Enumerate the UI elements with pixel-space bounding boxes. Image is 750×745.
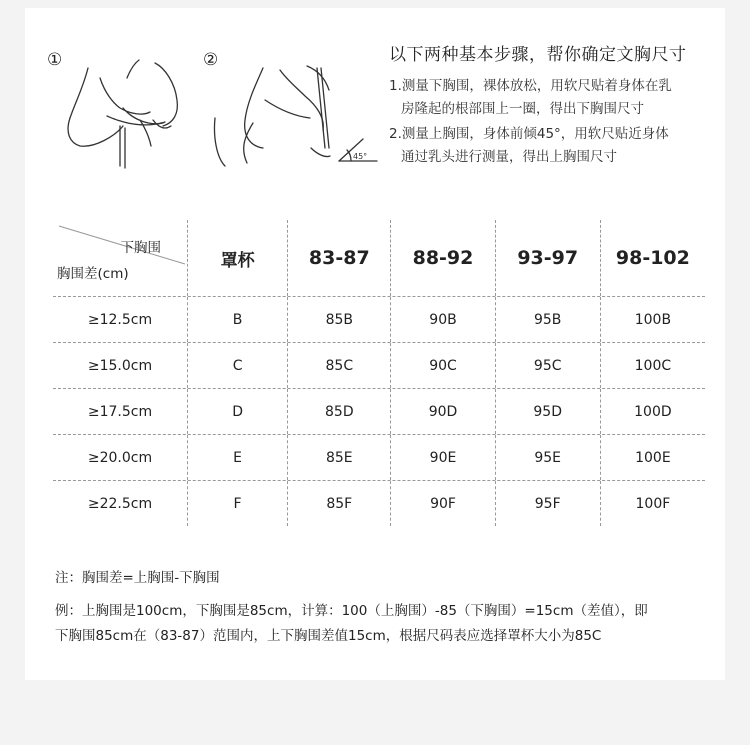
band-header-83-87: 83-87 bbox=[288, 220, 391, 296]
bust-difference-cell: ≥22.5cm bbox=[53, 481, 188, 526]
size-cell: 85B bbox=[288, 297, 391, 342]
measurement-instructions bbox=[389, 40, 719, 171]
instruction-step-2: 2.测量上胸围，身体前倾45°，用软尺贴近身体 通过乳头进行测量，得出上胸围尺寸 bbox=[389, 126, 669, 165]
angle-label: 45° bbox=[353, 152, 368, 161]
cup-cell: C bbox=[188, 343, 288, 388]
size-cell: 100E bbox=[635, 449, 671, 466]
size-cell: 85F bbox=[288, 481, 391, 526]
table-row bbox=[53, 481, 705, 526]
size-cell: 85C bbox=[288, 343, 391, 388]
diagonal-header-cell bbox=[53, 220, 188, 296]
band-header-98-102: 98-102 bbox=[615, 247, 690, 269]
example-explanation: 例：上胸围是100cm，下胸围是85cm，计算：100（上胸围）-85（下胸围）=15cm（差值），即 下胸围85cm在（83-87）范围内，上下胸围差值15cm，根据尺码表应选择罩杯大小为85C bbox=[55, 603, 648, 644]
table-row bbox=[53, 297, 705, 343]
size-cell: 90C bbox=[391, 343, 495, 388]
size-chart-table bbox=[53, 220, 705, 526]
size-guide-card bbox=[25, 8, 725, 680]
size-cell: 95E bbox=[496, 435, 601, 480]
cup-cell: F bbox=[188, 481, 288, 526]
instructions-title: 以下两种基本步骤，帮你确定文胸尺寸 bbox=[389, 45, 687, 65]
instruction-step-1: 1.测量下胸围，裸体放松，用软尺贴着身体在乳 房隆起的根部围上一圈，得出下胸围尺寸 bbox=[389, 78, 672, 117]
formula-note: 注：胸围差=上胸围-下胸围 bbox=[55, 570, 220, 586]
size-cell: 90B bbox=[391, 297, 495, 342]
size-cell: 100C bbox=[634, 357, 672, 374]
size-cell: 85D bbox=[288, 389, 391, 434]
bust-difference-cell: ≥12.5cm bbox=[53, 297, 188, 342]
cup-cell: D bbox=[188, 389, 288, 434]
band-header-93-97: 93-97 bbox=[496, 220, 601, 296]
size-cell: 90D bbox=[391, 389, 495, 434]
cup-cell: B bbox=[188, 297, 288, 342]
table-header-row bbox=[53, 220, 705, 297]
cup-cell: E bbox=[188, 435, 288, 480]
size-cell: 95D bbox=[496, 389, 601, 434]
band-header-88-92: 88-92 bbox=[391, 220, 495, 296]
bust-difference-cell: ≥17.5cm bbox=[53, 389, 188, 434]
cup-header: 罩杯 bbox=[188, 220, 288, 296]
bust-difference-cell: ≥20.0cm bbox=[53, 435, 188, 480]
step-2-marker: ② bbox=[203, 50, 219, 70]
table-row bbox=[53, 389, 705, 435]
bust-difference-cell: ≥15.0cm bbox=[53, 343, 188, 388]
size-cell: 95F bbox=[496, 481, 601, 526]
size-cell: 90F bbox=[391, 481, 495, 526]
underbust-header-label: 下胸围 bbox=[120, 240, 161, 256]
table-row bbox=[53, 343, 705, 389]
size-cell: 95C bbox=[496, 343, 601, 388]
size-cell: 95B bbox=[496, 297, 601, 342]
size-cell: 90E bbox=[391, 435, 495, 480]
measuring-figure-illustration bbox=[25, 8, 395, 208]
measurement-illustrations bbox=[25, 8, 395, 208]
size-cell: 100D bbox=[634, 403, 672, 420]
size-cell: 100F bbox=[635, 495, 671, 512]
size-cell: 85E bbox=[288, 435, 391, 480]
table-row bbox=[53, 435, 705, 481]
bust-difference-header-label: 胸围差(cm) bbox=[57, 266, 129, 282]
step-1-marker: ① bbox=[47, 50, 63, 70]
size-cell: 100B bbox=[634, 311, 672, 328]
